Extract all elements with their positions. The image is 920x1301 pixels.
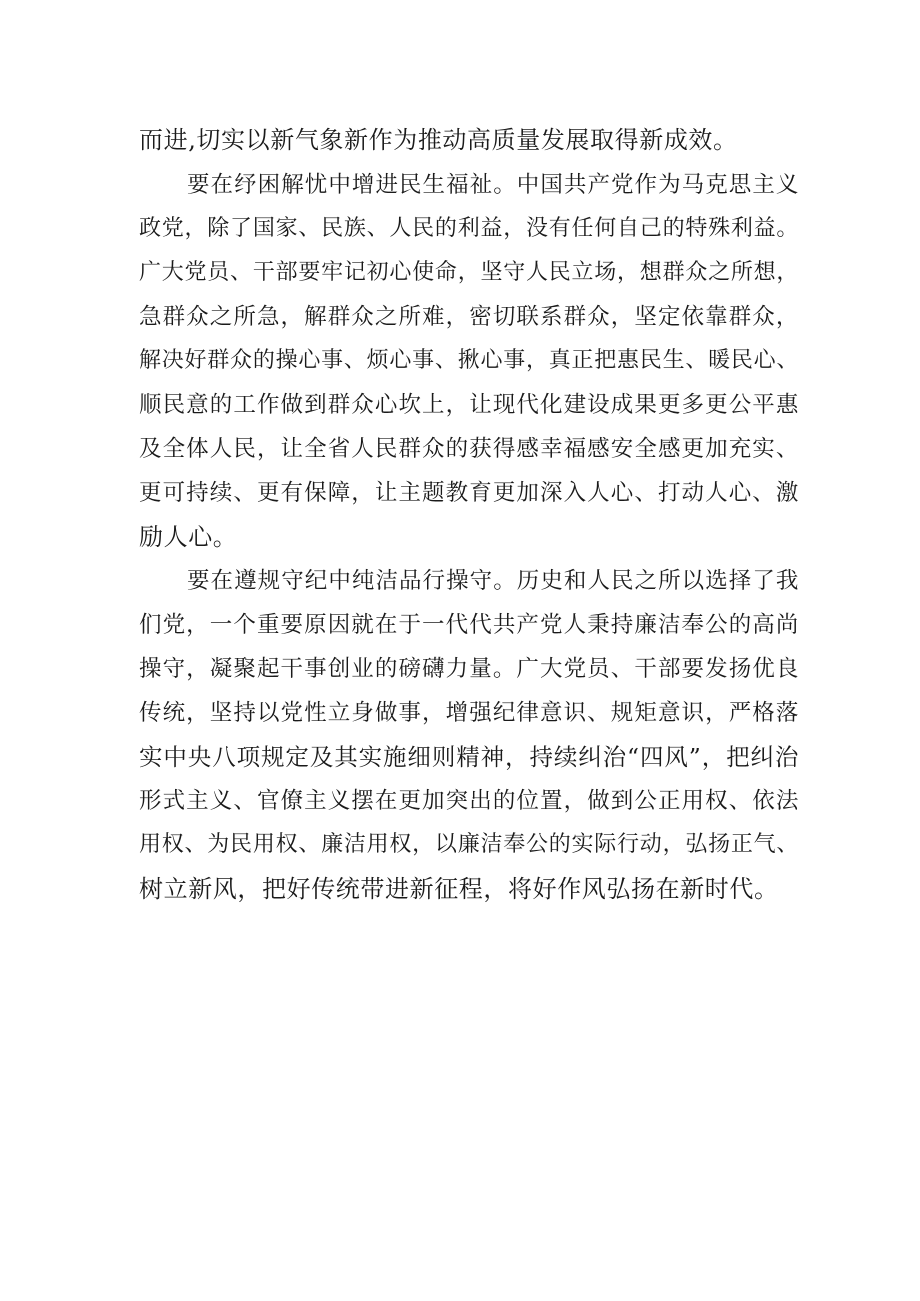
- text-line: 们党，一个重要原因就在于一代代共产党人秉持廉洁奉公的高尚: [139, 612, 799, 638]
- text-line: 广大党员、干部要牢记初心使命，坚守人民立场，想群众之所想，: [139, 260, 799, 285]
- text-line: 用权、为民用权、廉洁用权，以廉洁奉公的实际行动，弘扬正气、: [139, 832, 799, 857]
- text-line: 树立新风，把好传统带进新征程，将好作风弘扬在新时代。: [139, 875, 779, 903]
- text-line: 及全体人民，让全省人民群众的获得感幸福感安全感更加充实、: [139, 436, 799, 462]
- text-line: 顺民意的工作做到群众心坎上，让现代化建设成果更多更公平惠: [139, 392, 799, 418]
- text-line: 形式主义、官僚主义摆在更加突出的位置，做到公正用权、依法: [139, 788, 799, 814]
- text-line: 更可持续、更有保障，让主题教育更加深入人心、打动人心、激: [139, 480, 799, 506]
- text-line: 传统，坚持以党性立身做事，增强纪律意识、规矩意识，严格落: [139, 700, 799, 726]
- text-line: 实中央八项规定及其实施细则精神，持续纠治“四风”，把纠治: [139, 743, 799, 771]
- text-line: 要在遵规守纪中纯洁品行操守。历史和人民之所以选择了我: [187, 568, 799, 594]
- text-line: 操守，凝聚起干事创业的磅礴力量。广大党员、干部要发扬优良: [139, 656, 799, 682]
- text-line: 励人心。: [139, 523, 238, 551]
- text-line: 要在纾困解忧中增进民生福祉。中国共产党作为马克思主义: [187, 172, 799, 198]
- text-line: 政党，除了国家、民族、人民的利益，没有任何自己的特殊利益。: [139, 216, 799, 241]
- text-line: 解决好群众的操心事、烦心事、揪心事，真正把惠民生、暖民心、: [139, 348, 799, 373]
- text-line: 急群众之所急，解群众之所难，密切联系群众，坚定依靠群众，: [139, 304, 799, 330]
- text-line: 而进,切实以新气象新作为推动高质量发展取得新成效。: [139, 126, 738, 154]
